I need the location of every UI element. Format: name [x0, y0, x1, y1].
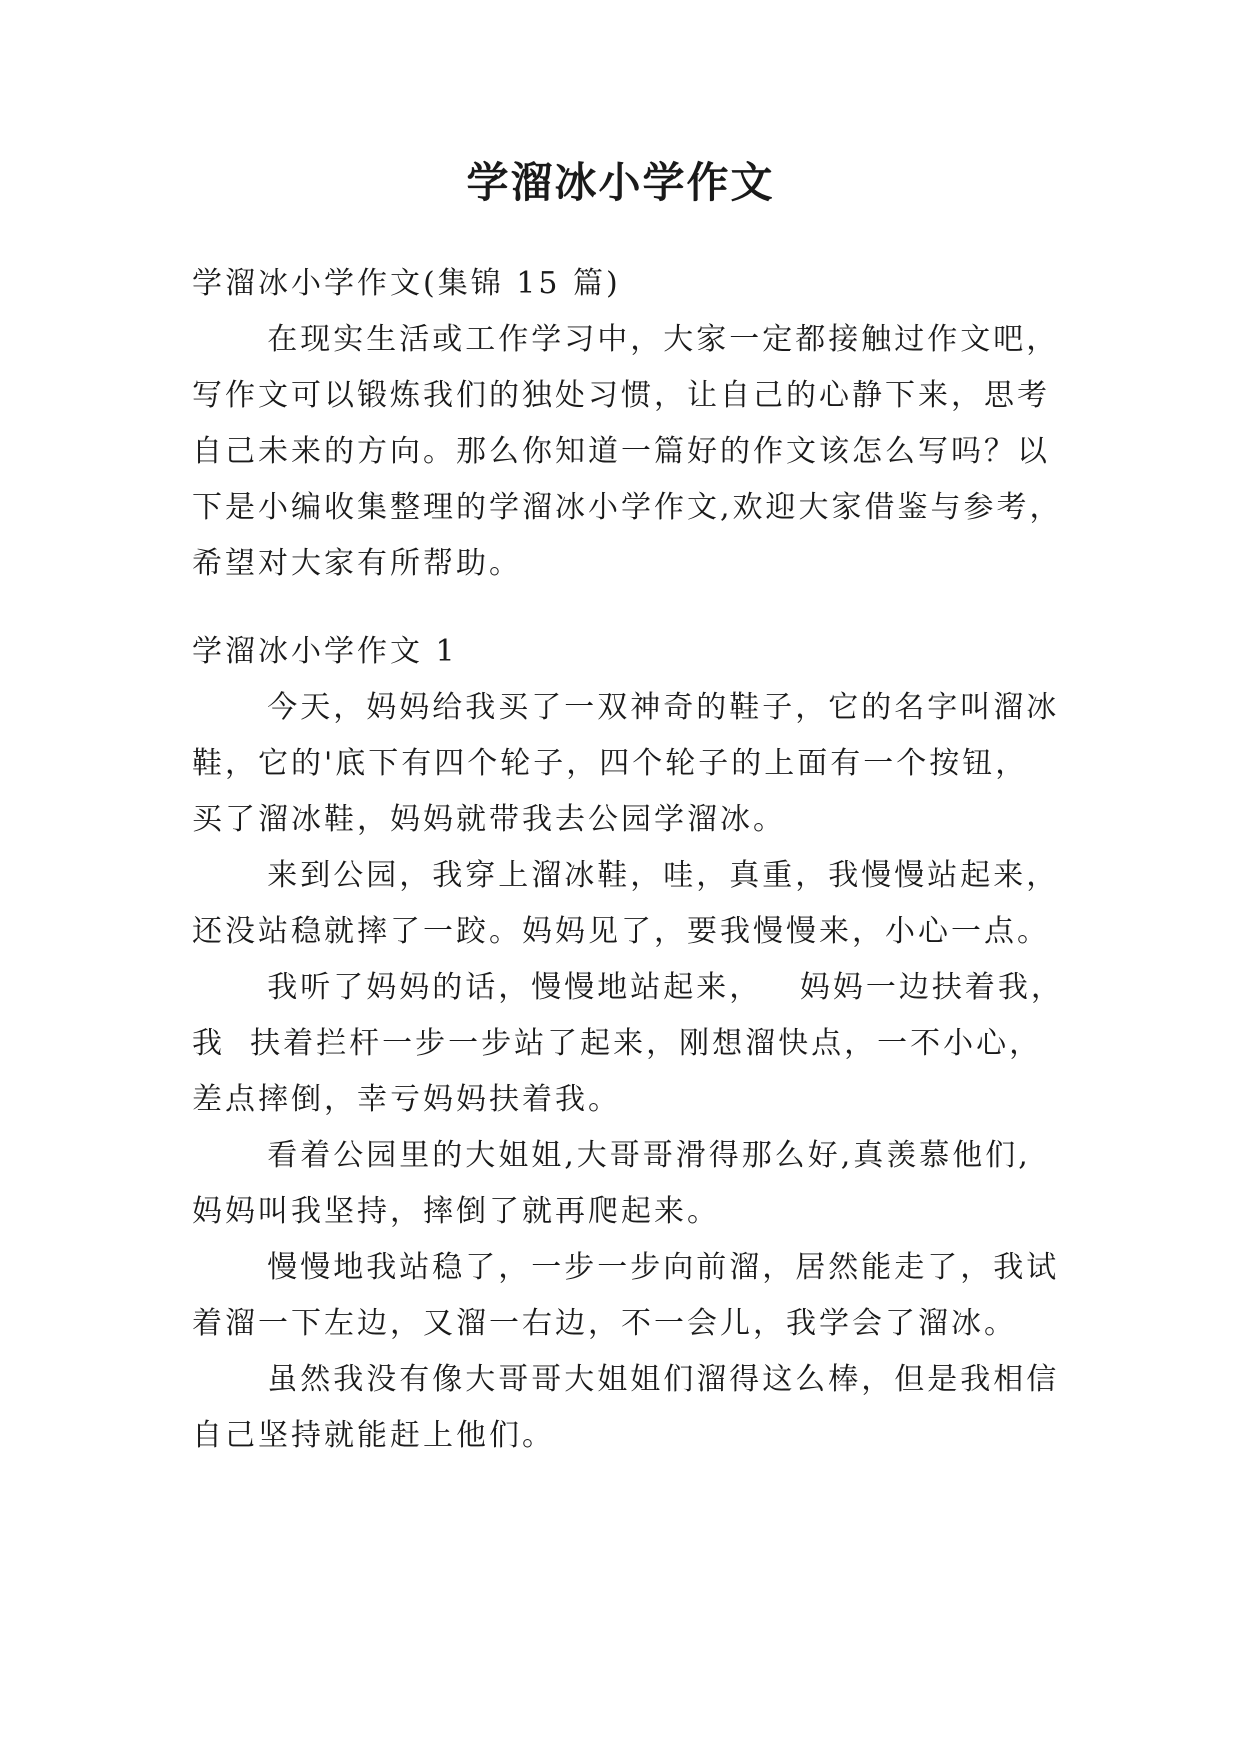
essay-line: 妈妈叫我坚持，摔倒了就再爬起来。	[192, 1194, 720, 1229]
document-title: 学溜冰小学作文	[466, 158, 775, 207]
intro-line: 下是小编收集整理的学溜冰小学作文,欢迎大家借鉴与参考，	[192, 490, 1063, 525]
essay-line: 着溜一下左边，又溜一右边，不一会儿，我学会了溜冰。	[192, 1306, 1017, 1341]
intro-line: 在现实生活或工作学习中，大家一定都接触过作文吧，	[192, 322, 1060, 357]
intro-line: 写作文可以锻炼我们的独处习惯，让自己的心静下来，思考	[192, 378, 1050, 413]
essay-line: 买了溜冰鞋，妈妈就带我去公园学溜冰。	[192, 802, 786, 837]
document-subtitle: 学溜冰小学作文(集锦 15 篇)	[192, 266, 621, 301]
essay-line: 慢慢地我站稳了，一步一步向前溜，居然能走了，我试	[192, 1250, 1060, 1285]
essay-line: 来到公园，我穿上溜冰鞋，哇，真重，我慢慢站起来，	[192, 858, 1060, 893]
essay-line: 看着公园里的大姐姐,大哥哥滑得那么好,真羡慕他们,	[192, 1138, 1031, 1173]
intro-line: 希望对大家有所帮助。	[192, 546, 522, 581]
essay-line: 我 扶着拦杆一步一步站了起来，刚想溜快点，一不小心，	[192, 1026, 1043, 1061]
essay-line: 我听了妈妈的话，慢慢地站起来， 妈妈一边扶着我，	[192, 970, 1064, 1005]
essay-line: 自己坚持就能赶上他们。	[192, 1418, 555, 1453]
essay-heading: 学溜冰小学作文 1	[192, 634, 458, 669]
essay-line: 鞋，它的'底下有四个轮子，四个轮子的上面有一个按钮，	[192, 746, 1029, 781]
essay-line: 还没站稳就摔了一跤。妈妈见了，要我慢慢来，小心一点。	[192, 914, 1050, 949]
essay-line: 虽然我没有像大哥哥大姐姐们溜得这么棒，但是我相信	[192, 1362, 1060, 1397]
essay-line: 今天，妈妈给我买了一双神奇的鞋子，它的名字叫溜冰	[192, 690, 1060, 725]
essay-line: 差点摔倒，幸亏妈妈扶着我。	[192, 1082, 621, 1117]
intro-line: 自己未来的方向。那么你知道一篇好的作文该怎么写吗？以	[192, 434, 1050, 469]
